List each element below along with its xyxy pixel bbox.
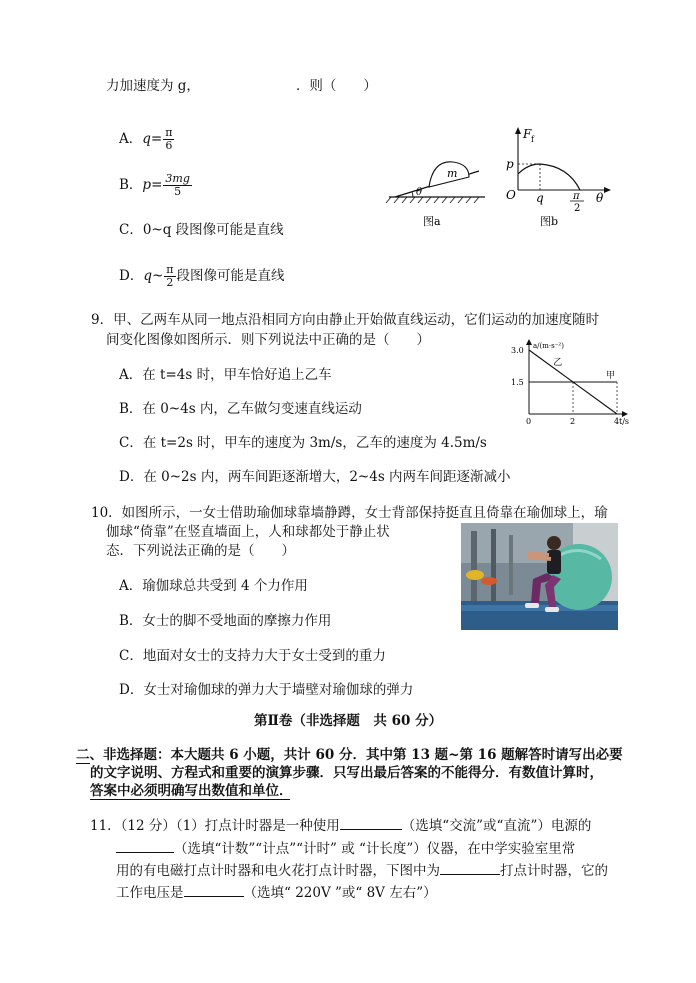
y-axis-arrow	[526, 339, 532, 345]
q11-l3-text-a: 用的有电磁打点计时器和电火花打点计时器，下图中为	[116, 863, 440, 879]
q9-option-a: A．在 t=4s 时，甲车恰好追上乙车	[119, 367, 332, 383]
two-tick: 2	[574, 203, 581, 214]
y-tick-label: 1.5	[511, 378, 524, 387]
numerator: π	[166, 263, 174, 276]
q11-l3-text-b: 打点计时器，它的	[500, 863, 608, 879]
var: q	[142, 131, 151, 147]
q9-option-b: B．在 0~4s 内，乙车做匀变速直线运动	[119, 401, 362, 417]
q11-l1-text-a: 11．（12 分）（1）打点计时器是一种使用	[90, 818, 340, 834]
answer-blank-2[interactable]	[116, 838, 174, 853]
x-tick-label: 0	[526, 417, 532, 426]
q-tick: q	[536, 191, 544, 205]
option-label: A．	[119, 131, 143, 147]
section-2-instr-line3: 答案中必须明确写出数值和单位．	[90, 783, 293, 799]
q9-stem-line2: 间变化图像如图所示．则下列说法中正确的是（ ）	[106, 332, 430, 348]
var: q~	[143, 268, 164, 284]
q8-continuation	[106, 77, 377, 95]
q10-stem-line3: 态．下列说法正确的是（ ）	[106, 543, 295, 559]
q11-l4-text-b: （选填“ 220V ”或“ 8V 左右”）	[243, 885, 437, 901]
fraction	[163, 127, 174, 152]
eq: =	[150, 131, 163, 147]
p-label: p	[506, 157, 514, 171]
q11-l4-text-a: 工作电压是	[116, 885, 184, 901]
q10-stem-line1: 10．如图所示，一女士借助瑜伽球靠墙静蹲，女士背部保持挺直且倚靠在瑜伽球上，瑜	[91, 505, 608, 521]
numerator: 3mg	[165, 172, 190, 185]
q9-option-d: D．在 0~2s 内，两车间距逐渐增大，2~4s 内两车间距逐渐减小	[119, 469, 511, 485]
origin-label: O	[506, 188, 516, 202]
q8-option-b	[119, 167, 193, 203]
q8-cont-end: ．则（ ）	[295, 78, 377, 94]
section-underline-stub	[76, 763, 90, 764]
yoga-ball-illustration	[461, 523, 618, 630]
denominator: 6	[165, 139, 173, 152]
y-axis-label: F	[523, 127, 532, 141]
denominator: 5	[174, 185, 182, 198]
q8-option-c: C．0~q 段图像可能是直线	[119, 222, 284, 238]
section-2-instr-line1: 二、非选择题：本大题共 6 小题，共计 60 分．其中第 13 题~第 16 题解答时请写出必要	[76, 747, 623, 763]
x-tick-label: 2	[570, 417, 576, 426]
mass-label: m	[447, 167, 458, 180]
figure-b-graph	[500, 124, 620, 230]
y-tick-label: 3.0	[511, 346, 524, 355]
q10-stem-line2: 伽球“倚靠”在竖直墙面上，人和球都处于静止状	[106, 524, 390, 540]
figure-b-caption: 图b	[540, 215, 559, 228]
q9-acceleration-chart	[505, 338, 630, 430]
y-axis-label: a/(m·s⁻²)	[533, 342, 564, 350]
option-text: 段图像可能是直线	[176, 268, 285, 284]
pi-tick: π	[573, 191, 580, 202]
q9-option-c: C．在 t=2s 时，甲车的速度为 3m/s，乙车的速度为 4.5m/s	[119, 435, 487, 451]
theta-label: θ	[416, 187, 423, 198]
q11-line3	[116, 860, 608, 880]
numerator: π	[165, 126, 173, 139]
x-axis-label: t/s	[619, 417, 630, 426]
yoga-ball-photo	[461, 523, 618, 630]
option-label: D．	[119, 268, 144, 284]
q10-option-d: D．女士对瑜伽球的弹力大于墙壁对瑜伽球的弹力	[119, 682, 414, 698]
q10-option-c: C．地面对女士的支持力大于女士受到的重力	[119, 648, 386, 664]
theta-axis-label: θ	[596, 191, 604, 205]
series-label-yi: 乙	[553, 357, 563, 368]
figure-a-incline	[385, 150, 495, 230]
q11-line2	[116, 838, 575, 858]
x-tick-label: 4	[614, 417, 620, 426]
q8-option-d	[119, 258, 285, 294]
q9-stem-line1: 9．甲、乙两车从同一地点沿相同方向由静止开始做直线运动，它们运动的加速度随时	[91, 312, 600, 328]
fraction	[163, 173, 191, 198]
eq: =	[151, 177, 163, 193]
figure-a-caption: 图a	[423, 215, 441, 228]
answer-blank-4[interactable]	[184, 882, 244, 897]
answer-blank-1[interactable]	[340, 815, 402, 830]
q10-option-a: A．瑜伽球总共受到 4 个力作用	[119, 578, 308, 594]
q11-line4	[116, 882, 437, 902]
q11-line1	[90, 815, 591, 835]
fraction	[164, 264, 175, 289]
q11-l2-text: （选填“计数”“计点”“计时” 或 “计长度”）仪器，在中学实验室里常	[174, 841, 576, 857]
section-2-title: 第Ⅱ卷（非选择题 共 60 分）	[254, 713, 443, 729]
section-underline	[90, 799, 290, 800]
option-label: B．	[119, 177, 143, 193]
section-2-instr-line2: 的文字说明、方程式和重要的演算步骤．只写出最后答案的不能得分．有数值计算时，	[90, 765, 603, 781]
q8-option-a	[119, 121, 175, 157]
var: p	[142, 177, 152, 193]
denominator: 2	[166, 276, 174, 289]
q8-cont-text: 力加速度为 g，	[106, 78, 200, 94]
q10-option-b: B．女士的脚不受地面的摩擦力作用	[119, 613, 332, 629]
answer-blank-3[interactable]	[440, 860, 500, 875]
series-label-jia: 甲	[606, 371, 616, 381]
q11-l1-text-b: （选填“交流”或“直流”）电源的	[401, 818, 592, 834]
y-axis-sub: f	[531, 135, 534, 144]
